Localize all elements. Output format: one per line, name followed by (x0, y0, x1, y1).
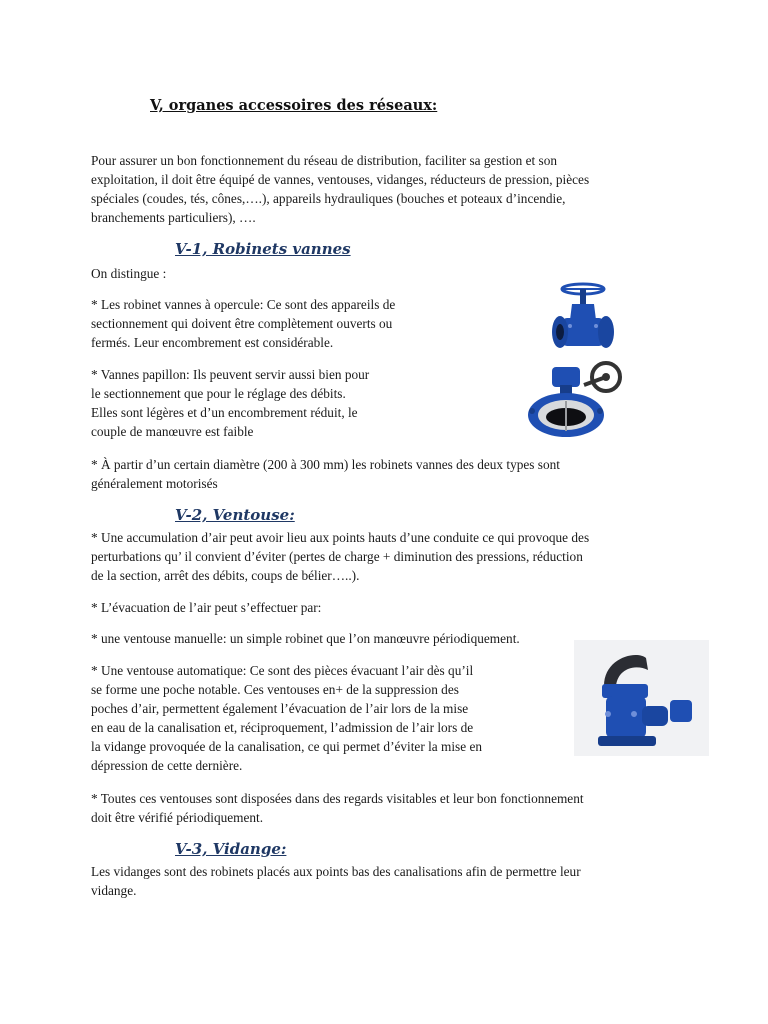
section-heading-ventouse: V-2, Ventouse: (175, 506, 295, 524)
evacuation-line: * L’évacuation de l’air peut s’effectuer par: (91, 600, 322, 615)
automatique-line: en eau de la canalisation et, réciproquement, l’admission de l’air lors de (91, 720, 474, 735)
automatique-line: poches d’air, permettent également l’évacuation de l’air lors de la mise (91, 701, 469, 716)
automatique-line: dépression de cette dernière. (91, 758, 243, 773)
intro-line: exploitation, il doit être équipé de vannes, ventouses, vidanges, réducteurs de pression, pièces (91, 172, 590, 187)
papillon-line: couple de manœuvre est faible (91, 424, 254, 439)
papillon-line: * Vannes papillon: Ils peuvent servir aussi bien pour (91, 367, 370, 382)
papillon-line: Elles sont légères et d’un encombrement réduit, le (91, 405, 358, 420)
intro-line: Pour assurer un bon fonctionnement du réseau de distribution, faciliter sa gestion et son (91, 153, 558, 168)
accumulation-line: perturbations qu’ il convient d’éviter (pertes de charge + diminution des pressions, réduction (91, 549, 583, 564)
manuelle-line: * une ventouse manuelle: un simple robinet que l’on manœuvre périodiquement. (91, 631, 520, 646)
gate-valve-image (548, 280, 618, 356)
motorises-line: * À partir d’un certain diamètre (200 à 300 mm) les robinets vannes des deux types sont (91, 457, 560, 472)
section-heading-vidange: V-3, Vidange: (175, 840, 287, 858)
vidange-line: vidange. (91, 883, 137, 898)
automatique-line: * Une ventouse automatique: Ce sont des pièces évacuant l’air dès qu’il (91, 663, 474, 678)
opercule-line: sectionnement qui doivent être complètement ouverts ou (91, 316, 393, 331)
opercule-line: fermés. Leur encombrement est considérable. (91, 335, 334, 350)
accumulation-line: * Une accumulation d’air peut avoir lieu aux points hauts d’une conduite ce qui provoque des (91, 530, 590, 545)
motorises-line: généralement motorisés (91, 476, 218, 491)
vidange-line: Les vidanges sont des robinets placés aux points bas des canalisations afin de permettre leur (91, 864, 581, 879)
regards-line: doit être vérifié périodiquement. (91, 810, 264, 825)
papillon-line: le sectionnement que pour le réglage des débits. (91, 386, 346, 401)
regards-line: * Toutes ces ventouses sont disposées dans des regards visitables et leur bon fonctionnement (91, 791, 584, 806)
intro-line: branchements particuliers), …. (91, 210, 256, 225)
automatique-line: la vidange provoquée de la canalisation, ce qui permet d’éviter la mise en (91, 739, 482, 754)
butterfly-valve-image (522, 355, 627, 443)
accumulation-line: de la section, arrêt des débits, coups de bélier…..). (91, 568, 360, 583)
opercule-line: * Les robinet vannes à opercule: Ce sont des appareils de (91, 297, 396, 312)
section-heading-robinets: V-1, Robinets vannes (175, 240, 351, 258)
automatique-line: se forme une poche notable. Ces ventouses en+ de la suppression des (91, 682, 459, 697)
section-intro: On distingue : (91, 266, 167, 281)
intro-line: spéciales (coudes, tés, cônes,….), appareils hydrauliques (bouches et poteaux d’incendie, (91, 191, 566, 206)
page-title: V, organes accessoires des réseaux: (150, 97, 438, 114)
air-valve-image (574, 640, 709, 756)
